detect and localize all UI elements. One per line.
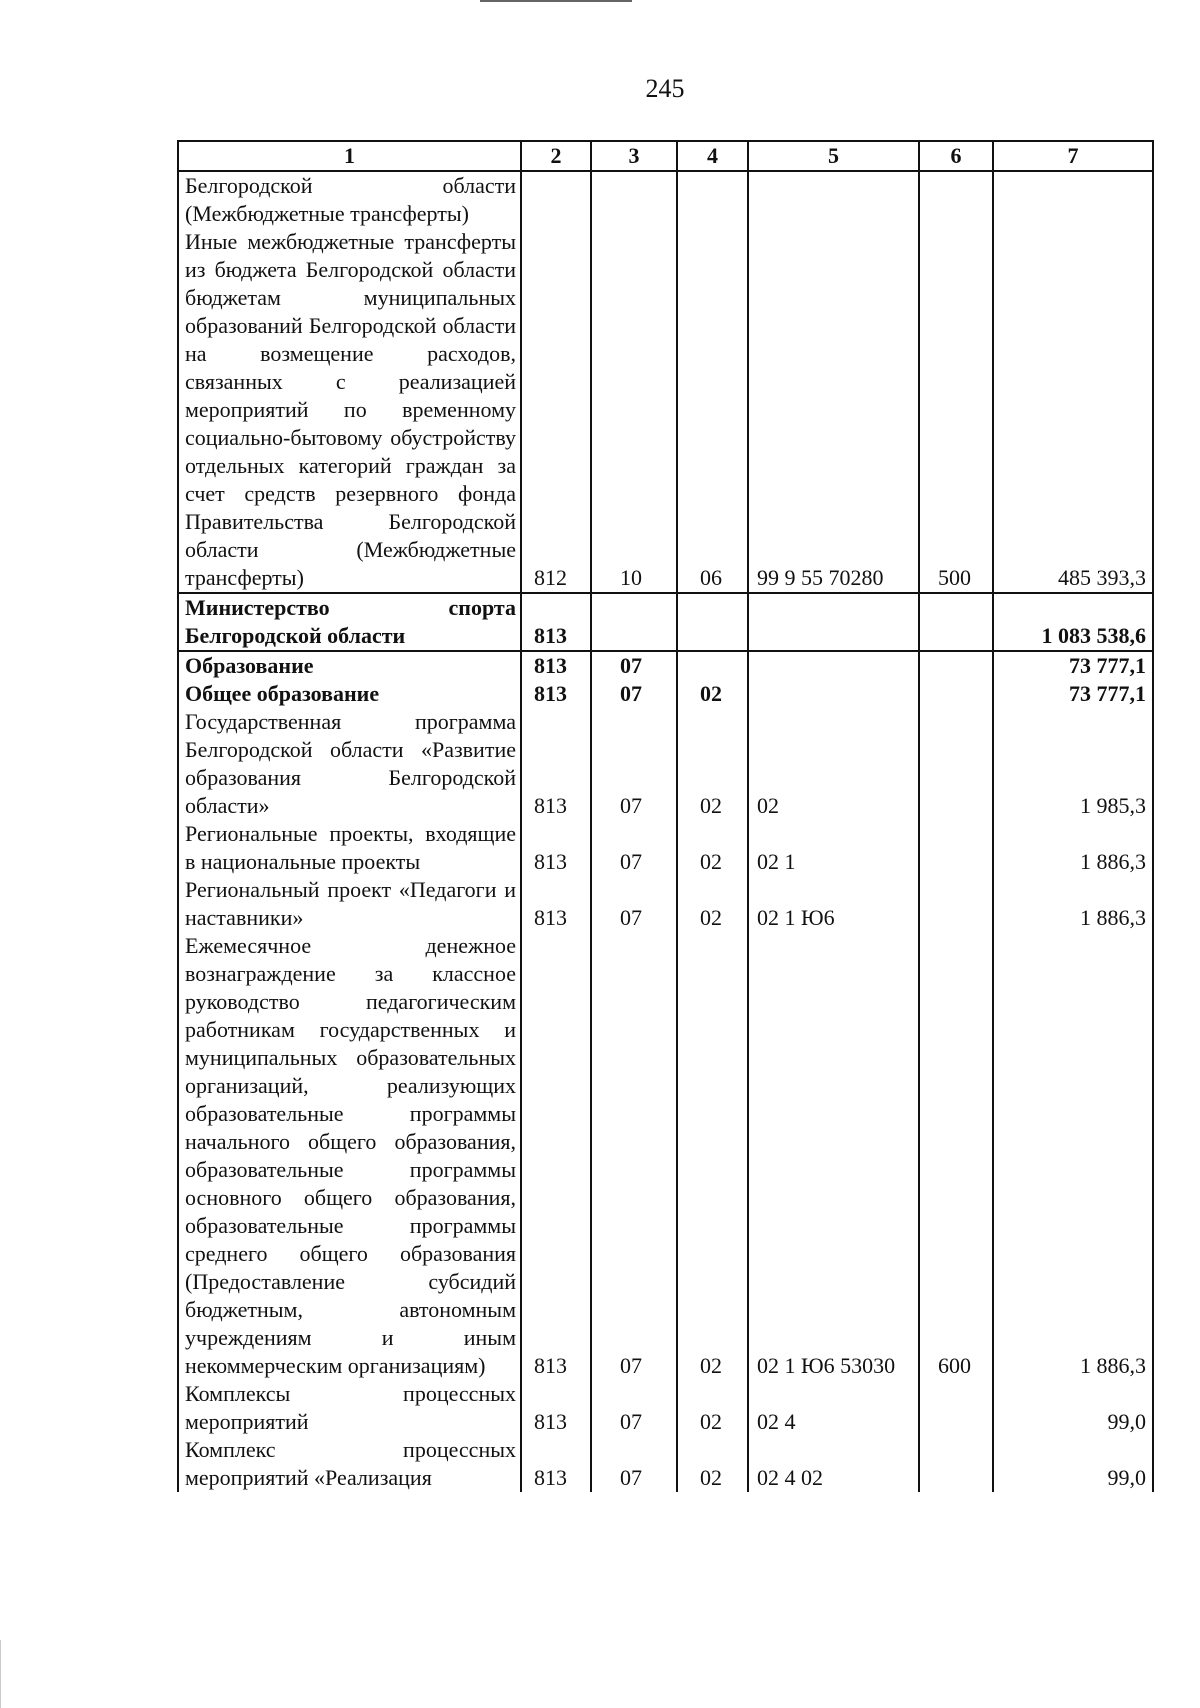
row-section-code (591, 171, 677, 228)
row-amount: 73 777,1 (993, 651, 1153, 680)
row-expense-type-code (919, 651, 993, 680)
table-row (178, 708, 1153, 820)
row-section-code: 07 (591, 651, 677, 680)
row-section-code: 07 (591, 1436, 677, 1492)
row-subsection-code: 02 (677, 708, 748, 820)
row-subsection-code: 02 (677, 1436, 748, 1492)
budget-table (177, 140, 1154, 1492)
row-name: Комплексы процессных мероприятий (178, 1380, 521, 1436)
scan-edge-mark (0, 1640, 5, 1708)
row-expense-type-code (919, 876, 993, 932)
row-expense-type-code (919, 820, 993, 876)
row-target-code: 02 (748, 708, 919, 820)
column-header-2: 2 (521, 141, 591, 171)
row-name: Образование (178, 651, 521, 680)
row-name: Белгородской области (Межбюджетные трансферты) (178, 171, 521, 228)
row-expense-type-code: 500 (919, 228, 993, 593)
row-subsection-code: 02 (677, 680, 748, 708)
row-target-code (748, 651, 919, 680)
row-section-code: 07 (591, 1380, 677, 1436)
table-row (178, 171, 1153, 228)
row-ministry-code: 813 (521, 680, 591, 708)
table-row (178, 1380, 1153, 1436)
row-subsection-code (677, 171, 748, 228)
row-name: Ежемесячное денежное вознаграждение за классное руководство педагогическим работникам государственных и муниципальных образовательных организаций, реализующих образовательные программы начального общего образования, образовательные программы основного общего образования, образовательные программы среднего общего образования (Предоставление субсидий бюджетным, автономным учреждениям и иным некоммерческим организациям) (178, 932, 521, 1380)
row-target-code (748, 171, 919, 228)
row-subsection-code: 02 (677, 932, 748, 1380)
row-expense-type-code (919, 680, 993, 708)
row-expense-type-code: 600 (919, 932, 993, 1380)
row-amount: 1 985,3 (993, 708, 1153, 820)
row-target-code: 02 1 (748, 820, 919, 876)
row-ministry-code: 812 (521, 228, 591, 593)
row-amount (993, 171, 1153, 228)
row-amount: 1 083 538,6 (993, 593, 1153, 651)
column-header-6: 6 (919, 141, 993, 171)
row-section-code: 07 (591, 932, 677, 1380)
row-name: Общее образование (178, 680, 521, 708)
row-section-code: 10 (591, 228, 677, 593)
table-row (178, 651, 1153, 680)
row-amount: 1 886,3 (993, 876, 1153, 932)
row-target-code: 02 1 Ю6 53030 (748, 932, 919, 1380)
row-ministry-code: 813 (521, 651, 591, 680)
row-expense-type-code (919, 1380, 993, 1436)
table-row (178, 932, 1153, 1380)
row-target-code (748, 593, 919, 651)
row-subsection-code: 02 (677, 820, 748, 876)
row-ministry-code (521, 171, 591, 228)
row-name: Региональные проекты, входящие в национальные проекты (178, 820, 521, 876)
row-section-code (591, 593, 677, 651)
row-target-code: 02 1 Ю6 (748, 876, 919, 932)
table-row (178, 228, 1153, 593)
row-amount: 1 886,3 (993, 820, 1153, 876)
row-expense-type-code (919, 1436, 993, 1492)
row-expense-type-code (919, 708, 993, 820)
row-ministry-code: 813 (521, 1380, 591, 1436)
row-ministry-code: 813 (521, 932, 591, 1380)
column-header-4: 4 (677, 141, 748, 171)
column-header-3: 3 (591, 141, 677, 171)
row-section-code: 07 (591, 680, 677, 708)
table-row (178, 680, 1153, 708)
row-name: Комплекс процессных мероприятий «Реализация (178, 1436, 521, 1492)
row-subsection-code (677, 651, 748, 680)
table-row (178, 593, 1153, 651)
column-header-1: 1 (178, 141, 521, 171)
row-section-code: 07 (591, 876, 677, 932)
row-subsection-code: 06 (677, 228, 748, 593)
row-name: Министерство спорта Белгородской области (178, 593, 521, 651)
table-header-row (178, 141, 1153, 171)
table-row (178, 820, 1153, 876)
row-amount: 1 886,3 (993, 932, 1153, 1380)
row-expense-type-code (919, 593, 993, 651)
row-ministry-code: 813 (521, 1436, 591, 1492)
table-row (178, 1436, 1153, 1492)
row-target-code: 99 9 55 70280 (748, 228, 919, 593)
row-ministry-code: 813 (521, 820, 591, 876)
row-section-code: 07 (591, 708, 677, 820)
row-target-code: 02 4 (748, 1380, 919, 1436)
row-name: Региональный проект «Педагоги и наставники» (178, 876, 521, 932)
row-amount: 99,0 (993, 1436, 1153, 1492)
row-target-code: 02 4 02 (748, 1436, 919, 1492)
row-subsection-code (677, 593, 748, 651)
row-target-code (748, 680, 919, 708)
row-name: Государственная программа Белгородской области «Развитие образования Белгородской области» (178, 708, 521, 820)
row-ministry-code: 813 (521, 708, 591, 820)
row-name: Иные межбюджетные трансферты из бюджета Белгородской области бюджетам муниципальных образований Белгородской области на возмещение расходов, связанных с реализацией мероприятий по временному социально-бытовому обустройству отдельных категорий граждан за счет средств резервного фонда Правительства Белгородской области (Межбюджетные трансферты) (178, 228, 521, 593)
row-ministry-code: 813 (521, 593, 591, 651)
row-subsection-code: 02 (677, 876, 748, 932)
table-row (178, 876, 1153, 932)
column-header-5: 5 (748, 141, 919, 171)
row-ministry-code: 813 (521, 876, 591, 932)
top-scan-rule (480, 0, 632, 2)
row-amount: 73 777,1 (993, 680, 1153, 708)
page-number: 245 (645, 74, 685, 103)
row-amount: 485 393,3 (993, 228, 1153, 593)
column-header-7: 7 (993, 141, 1153, 171)
row-subsection-code: 02 (677, 1380, 748, 1436)
row-expense-type-code (919, 171, 993, 228)
row-amount: 99,0 (993, 1380, 1153, 1436)
row-section-code: 07 (591, 820, 677, 876)
